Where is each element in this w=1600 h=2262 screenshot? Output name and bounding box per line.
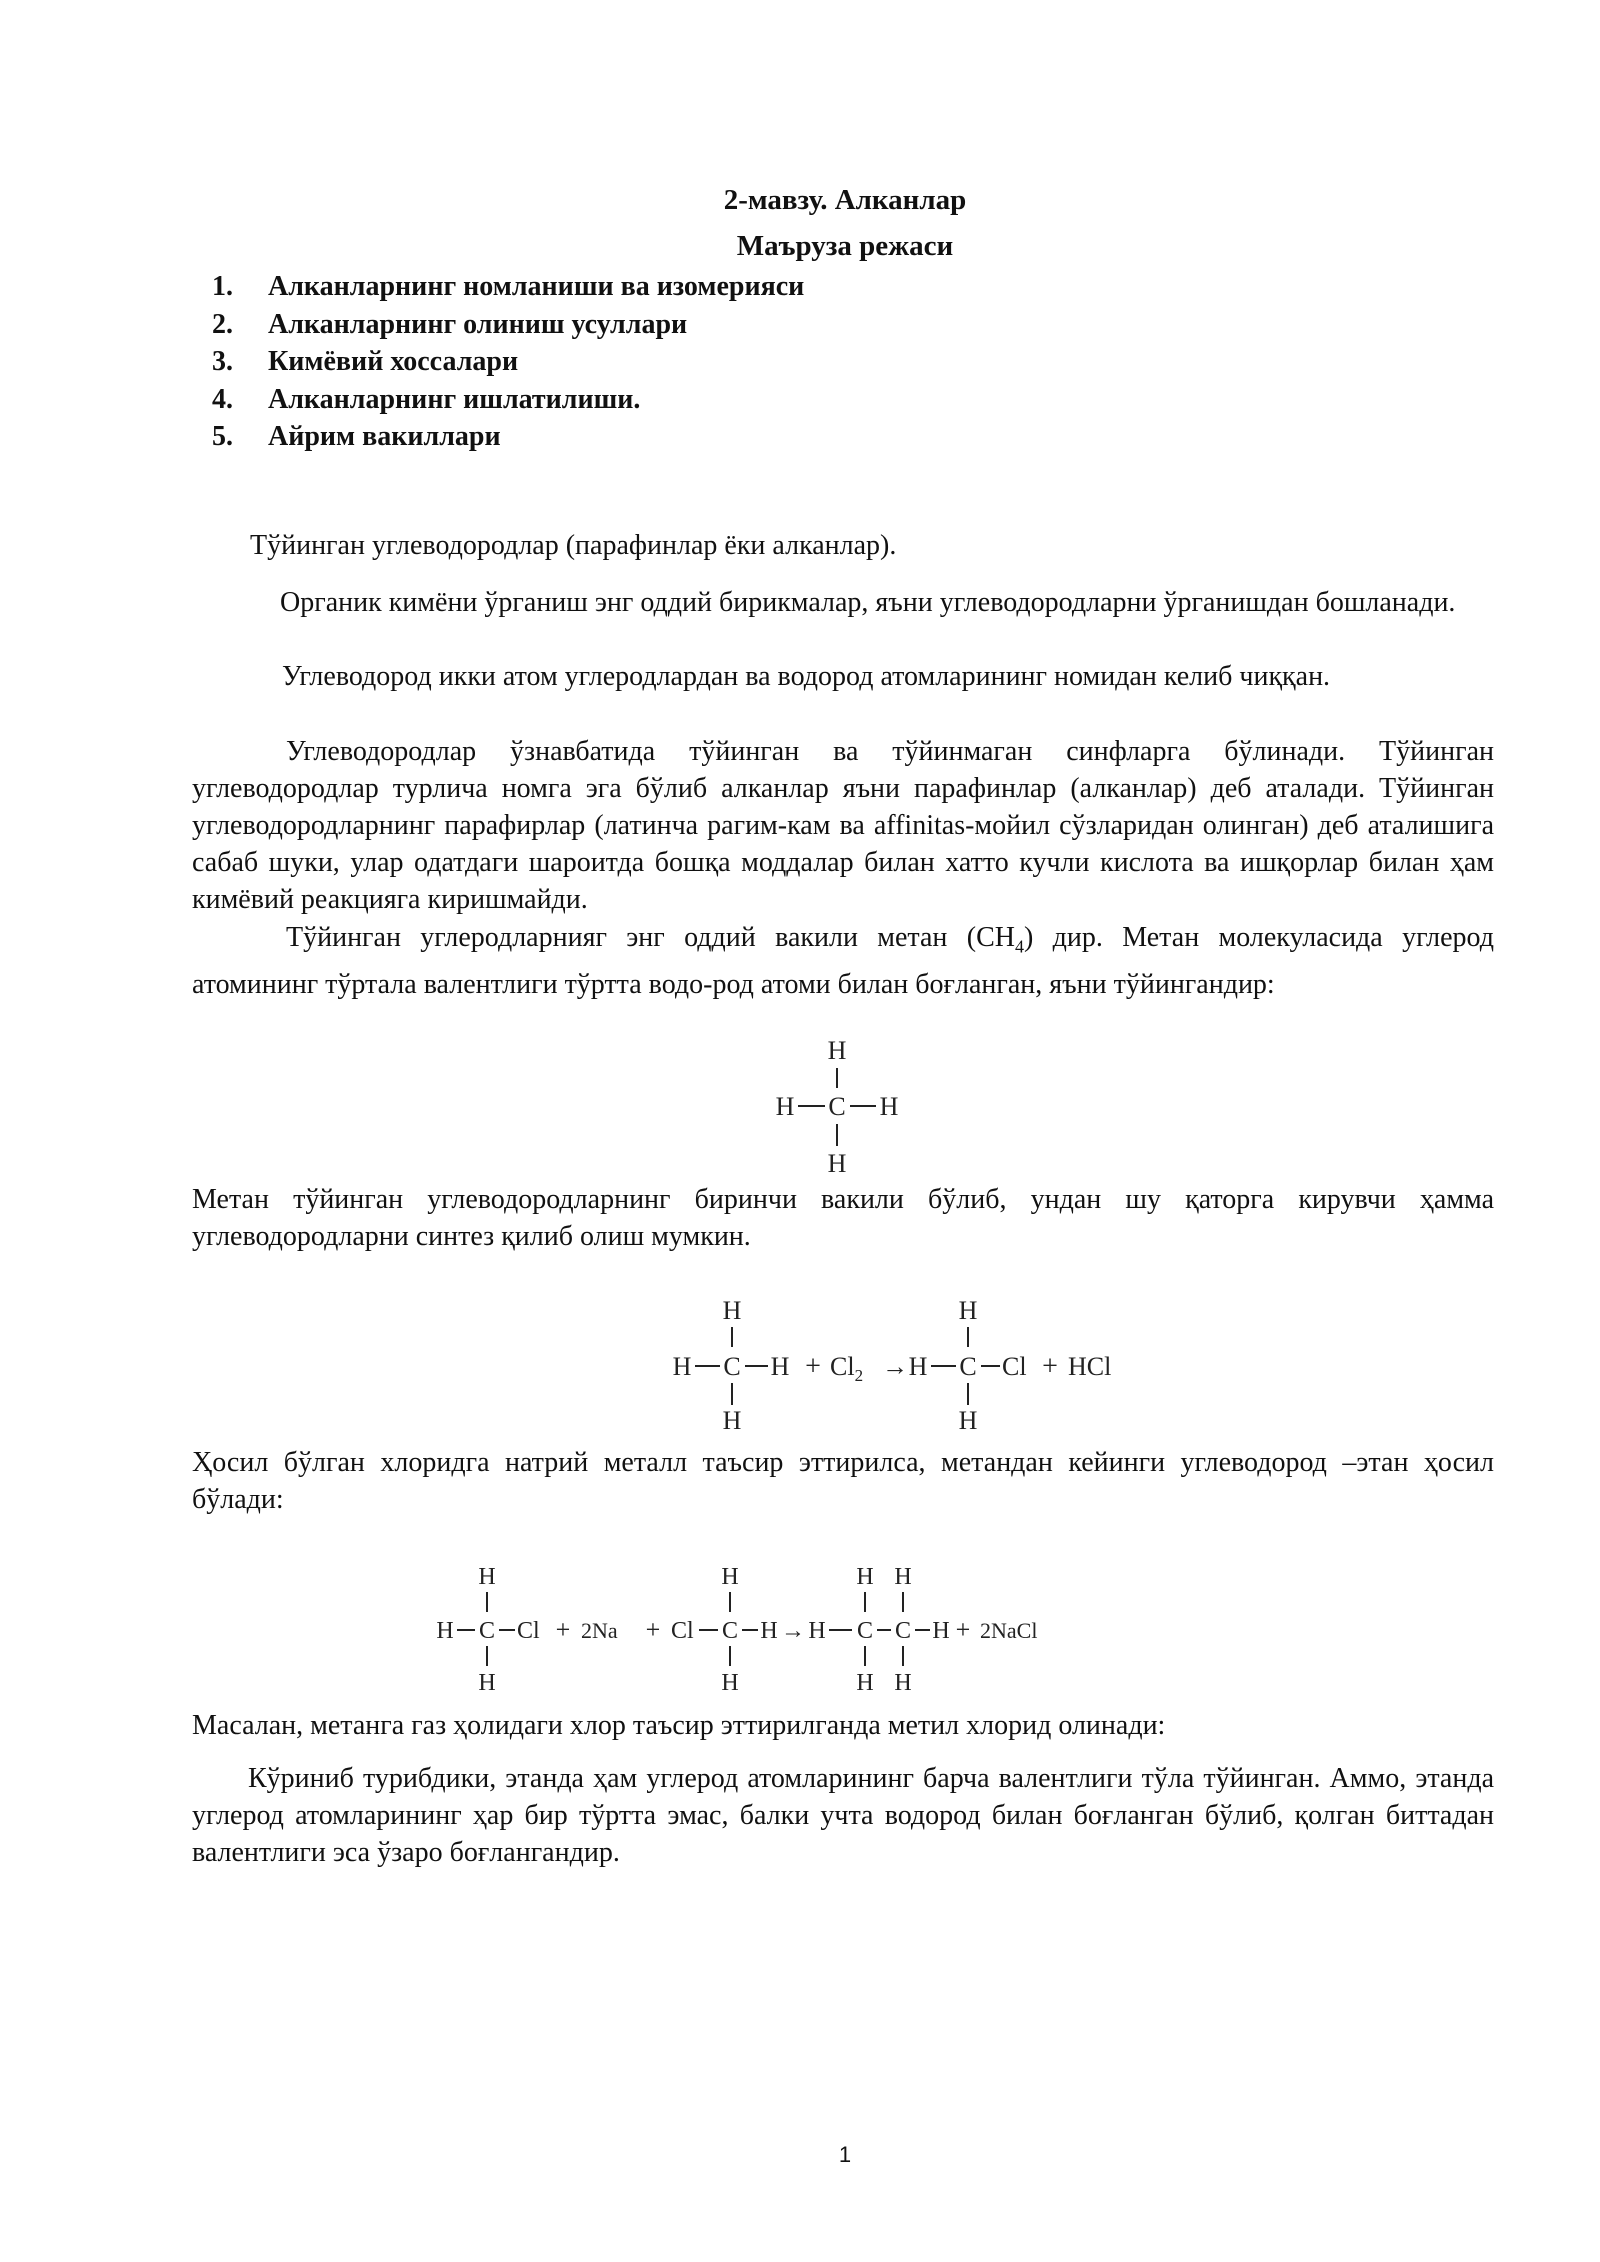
atom-c: C: [478, 1618, 496, 1644]
atom-h: H: [856, 1670, 874, 1696]
section-heading: Тўйинган углеводородлар (парафинлар ёки алканлар).: [250, 530, 897, 561]
atom-h: H: [721, 1564, 739, 1590]
reagent-cl2: $Cl_2$: [830, 1352, 864, 1385]
atom-h: H: [478, 1564, 496, 1590]
atom-c: C: [721, 1618, 739, 1644]
atom-h: H: [827, 1149, 847, 1178]
atom-h: H: [436, 1618, 454, 1644]
plus-sign: +: [955, 1615, 971, 1644]
atom-h: H: [894, 1564, 912, 1590]
reaction-arrow: →: [781, 1618, 805, 1644]
product-hcl: HCl: [1068, 1352, 1112, 1381]
atom-cl: Cl: [671, 1618, 694, 1644]
plan-item: 4. Алканларнинг ишлатилиши.: [212, 383, 641, 415]
atom-h: H: [856, 1564, 874, 1590]
lecture-title: 2-мавзу. Алканлар: [723, 184, 967, 216]
paragraph: Кўриниб турибдики, этанда ҳам углерод атомларининг барча валентлиги тўла тўйинган. Аммо, этанда углерод атомларининг ҳар бир тўртта эмас, балки учта водород билан боғланган бўлиб, қолган биттадан валентлиги эса ўзаро боғлангандир.: [192, 1763, 1494, 1868]
paragraph: Метан тўйинган углеводородларнинг биринчи вакили бўлиб, ундан шу қаторга кирувчи ҳамма углеводородларни синтез қилиб олиш мумкин.: [192, 1184, 1494, 1252]
atom-c: C: [856, 1618, 874, 1644]
atom-h: H: [958, 1296, 978, 1325]
paragraph: Масалан, метанга газ ҳолидаги хлор таъсир эттирилганда метил хлорид олинади:: [192, 1710, 1166, 1741]
reaction-arrow: →: [882, 1352, 908, 1381]
plan-item: 1. Алканларнинг номланиши ва изомерияси: [212, 271, 805, 302]
lecture-plan-heading: Маъруза режаси: [736, 230, 954, 262]
atom-h: H: [672, 1352, 692, 1381]
paragraph: Органик кимёни ўрганиш энг оддий бирикмалар, яъни углеводородларни ўрганишдан бошланади.: [280, 587, 1456, 618]
atom-c: C: [723, 1352, 741, 1381]
paragraph: Ҳосил бўлган хлоридга натрий металл таъсир эттирилса, метандан кейинги углеводород –этан ҳосил бўлади:: [192, 1447, 1494, 1515]
atom-h: H: [478, 1670, 496, 1696]
reagent-sodium: 2Na: [581, 1618, 618, 1643]
paragraph: Углеводородлар ўзнавбатида тўйинган ва тўйинмаган синфларга бўлинади. Тўйинган углеводородлар турлича номга эга бўлиб алканлар яъни парафинлар (алканлар) деб аталади. Тўйинган углеводородларнинг парафирлар (латинча paгим-кам ва affinitas-мойил сўзларидан олинган) деб аталишига сабаб шуки, улар одатдаги шароитда бошқа моддалар билан хатто кучли кислота ва ишқорлар билан ҳам кимёвий реакцияга киришмайди.: [192, 736, 1494, 915]
plus-sign: +: [1042, 1351, 1058, 1382]
atom-h: H: [908, 1352, 928, 1381]
product-nacl: 2NaCl: [980, 1618, 1038, 1643]
wurtz-reaction: [435, 1558, 1075, 1698]
atom-h: H: [808, 1618, 826, 1644]
atom-h: H: [932, 1618, 950, 1644]
atom-h: H: [879, 1092, 899, 1121]
page-number: 1: [838, 2142, 852, 2167]
methane-formula: [770, 1030, 910, 1180]
paragraph: Тўйинган углеродларнияг энг оддий вакили метан $(CH_4)$ дир. Метан молекуласида углерод атомининг тўртала валентлиги тўртта водо-род атоми билан боғланган, яъни тўйингандир:: [192, 922, 1494, 1000]
atom-cl: Cl: [1002, 1352, 1027, 1381]
plan-item: 3. Кимёвий хоссалари: [212, 346, 519, 377]
atom-h: H: [827, 1036, 847, 1065]
atom-h: H: [770, 1352, 790, 1381]
atom-c: C: [828, 1092, 846, 1121]
paragraph: Углеводород икки атом углеродлардан ва водород атомларининг номидан келиб чиққан.: [282, 661, 1331, 692]
atom-h: H: [760, 1618, 778, 1644]
atom-h: H: [894, 1670, 912, 1696]
plan-item: 5. Айрим вакиллари: [212, 421, 501, 452]
plus-sign: +: [555, 1615, 571, 1644]
atom-h: H: [722, 1406, 742, 1435]
plus-sign: +: [645, 1615, 661, 1644]
atom-c: C: [894, 1618, 912, 1644]
plan-item: 2. Алканларнинг олиниш усуллари: [212, 308, 688, 340]
chlorination-reaction: [660, 1295, 1130, 1435]
atom-h: H: [722, 1296, 742, 1325]
atom-c: C: [959, 1352, 977, 1381]
plus-sign: +: [805, 1351, 821, 1382]
atom-h: H: [721, 1670, 739, 1696]
lecture-plan-list: [212, 268, 804, 456]
atom-h: H: [958, 1406, 978, 1435]
atom-cl: Cl: [517, 1618, 540, 1644]
atom-h: H: [775, 1092, 795, 1121]
